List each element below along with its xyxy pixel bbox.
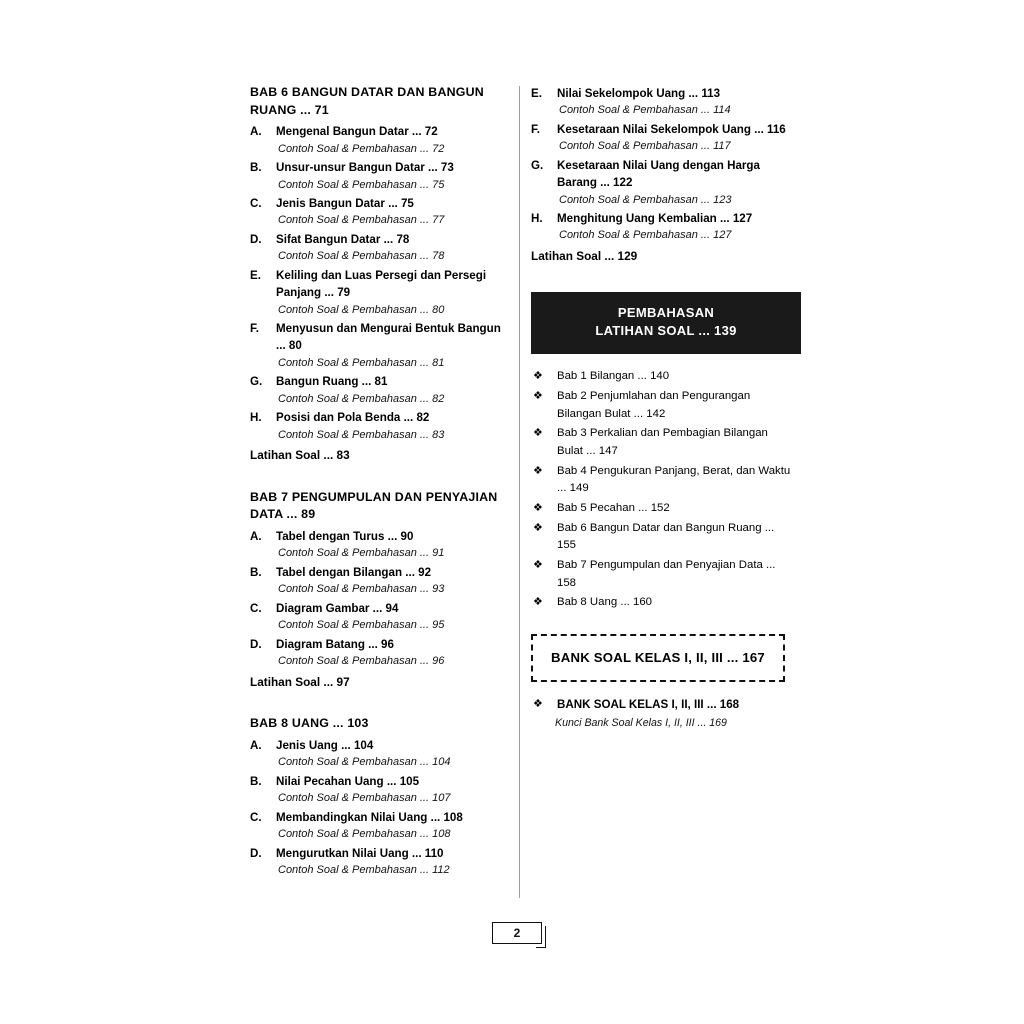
list-item-label: Bab 3 Perkalian dan Pembagian Bilangan Bulat ... 147 xyxy=(557,427,768,458)
toc-entry[interactable] xyxy=(250,736,510,754)
entry-text: Menyusun dan Mengurai Bentuk Bangun ... 80 xyxy=(276,322,501,353)
entry-letter: C. xyxy=(250,197,262,210)
entry-letter: F. xyxy=(250,322,260,336)
chapter-heading-bab6: BAB 6 BANGUN DATAR DAN BANGUN RUANG ... 71 xyxy=(250,85,484,117)
toc-entry[interactable] xyxy=(250,772,510,790)
entry-text: Tabel dengan Bilangan ... 92 xyxy=(276,565,432,579)
toc-entry[interactable] xyxy=(250,563,510,581)
diamond-bullet-icon: ❖ xyxy=(533,370,543,383)
toc-entry[interactable] xyxy=(531,120,791,138)
entry-subtext: Contoh Soal & Pembahasan ... 96 xyxy=(278,655,445,668)
entry-subtext: Contoh Soal & Pembahasan ... 117 xyxy=(559,140,731,153)
toc-entry[interactable] xyxy=(250,319,510,355)
toc-left-column xyxy=(250,84,510,879)
bank-soal-box-label: BANK SOAL KELAS I, II, III ... 167 xyxy=(551,650,765,666)
chapter-entries-bab6 xyxy=(250,122,510,465)
entry-letter: H. xyxy=(531,212,543,226)
entry-letter: C. xyxy=(250,601,262,615)
entry-subtext: Contoh Soal & Pembahasan ... 81 xyxy=(278,356,445,369)
list-item-subtext: Kunci Bank Soal Kelas I, II, III ... 169 xyxy=(555,717,727,730)
toc-columns xyxy=(250,84,790,904)
list-item-label: Bab 2 Penjumlahan dan Pengurangan Bilangan Bulat ... 142 xyxy=(557,390,751,420)
entry-letter: E. xyxy=(531,87,542,100)
entry-subtext: Contoh Soal & Pembahasan ... 82 xyxy=(278,392,445,405)
toc-entry[interactable] xyxy=(250,844,510,862)
pembahasan-banner xyxy=(531,292,801,355)
list-item[interactable] xyxy=(531,368,791,386)
entry-letter: E. xyxy=(250,268,261,282)
toc-entry[interactable] xyxy=(250,635,510,653)
entry-letter: D. xyxy=(250,846,262,860)
entry-subtext: Contoh Soal & Pembahasan ... 75 xyxy=(278,178,445,191)
list-item-label: Bab 1 Bilangan ... 140 xyxy=(557,370,670,383)
entry-text: Membandingkan Nilai Uang ... 108 xyxy=(276,810,463,824)
entry-text: Tabel dengan Turus ... 90 xyxy=(276,530,414,544)
entry-letter: D. xyxy=(250,637,262,651)
latihan-soal-bab6[interactable]: Latihan Soal ... 83 xyxy=(250,448,350,463)
toc-entry[interactable] xyxy=(250,230,510,248)
entry-subtext: Contoh Soal & Pembahasan ... 93 xyxy=(278,583,445,596)
toc-entry[interactable] xyxy=(250,122,510,140)
entry-letter: D. xyxy=(250,232,262,246)
list-item[interactable] xyxy=(531,500,791,518)
diamond-bullet-icon: ❖ xyxy=(533,464,543,477)
entry-letter: B. xyxy=(250,565,262,579)
entry-subtext: Contoh Soal & Pembahasan ... 83 xyxy=(278,428,445,441)
entry-text: Posisi dan Pola Benda ... 82 xyxy=(276,411,430,425)
diamond-bullet-icon: ❖ xyxy=(533,698,543,711)
entry-text: Kesetaraan Nilai Uang dengan Harga Barang ... 122 xyxy=(557,158,760,190)
entry-text: Bangun Ruang ... 81 xyxy=(276,375,388,389)
entry-subtext: Contoh Soal & Pembahasan ... 123 xyxy=(559,193,732,206)
entry-text: Menghitung Uang Kembalian ... 127 xyxy=(557,212,753,226)
entry-subtext: Contoh Soal & Pembahasan ... 95 xyxy=(278,619,445,632)
bank-soal-list xyxy=(531,696,791,732)
list-item[interactable] xyxy=(531,520,791,555)
toc-entry[interactable] xyxy=(531,209,791,227)
bank-soal-box xyxy=(531,634,785,682)
entry-text: Kesetaraan Nilai Sekelompok Uang ... 116 xyxy=(557,122,786,136)
entry-letter: B. xyxy=(250,161,262,175)
list-item[interactable] xyxy=(531,388,791,423)
entry-subtext: Contoh Soal & Pembahasan ... 72 xyxy=(278,142,445,155)
entry-letter: C. xyxy=(250,810,262,824)
entry-letter: G. xyxy=(250,375,263,389)
diamond-bullet-icon: ❖ xyxy=(533,559,543,572)
toc-entry[interactable] xyxy=(531,156,791,192)
entry-text: Mengenal Bangun Datar ... 72 xyxy=(276,125,438,139)
entry-subtext: Contoh Soal & Pembahasan ... 77 xyxy=(278,214,445,227)
entry-text: Jenis Bangun Datar ... 75 xyxy=(276,197,414,210)
entry-subtext: Contoh Soal & Pembahasan ... 108 xyxy=(278,828,451,841)
entry-subtext: Contoh Soal & Pembahasan ... 127 xyxy=(559,229,732,242)
entry-subtext: Contoh Soal & Pembahasan ... 114 xyxy=(559,104,731,117)
list-item-label: Bab 5 Pecahan ... 152 xyxy=(557,502,670,515)
entry-text: Mengurutkan Nilai Uang ... 110 xyxy=(276,846,444,860)
toc-entry[interactable] xyxy=(250,599,510,617)
entry-letter: F. xyxy=(531,122,541,136)
banner-line-2: LATIHAN SOAL ... 139 xyxy=(595,323,737,339)
entry-text: Unsur-unsur Bangun Datar ... 73 xyxy=(276,161,454,175)
entry-subtext: Contoh Soal & Pembahasan ... 112 xyxy=(278,863,450,876)
toc-entry[interactable] xyxy=(250,194,510,212)
entry-text: Diagram Gambar ... 94 xyxy=(276,601,399,615)
entry-letter: G. xyxy=(531,158,544,172)
entry-subtext: Contoh Soal & Pembahasan ... 78 xyxy=(278,250,445,263)
entry-letter: A. xyxy=(250,530,262,544)
diamond-bullet-icon: ❖ xyxy=(533,596,543,609)
latihan-soal-bab8[interactable]: Latihan Soal ... 129 xyxy=(531,248,638,263)
entry-subtext: Contoh Soal & Pembahasan ... 104 xyxy=(278,756,451,769)
entry-text: Jenis Uang ... 104 xyxy=(276,738,374,752)
page-number xyxy=(492,922,548,948)
list-item[interactable] xyxy=(531,696,791,714)
entry-text: Keliling dan Luas Persegi dan Persegi Panjang ... 79 xyxy=(276,268,487,300)
entry-subtext: Contoh Soal & Pembahasan ... 91 xyxy=(278,547,445,560)
entry-subtext: Contoh Soal & Pembahasan ... 107 xyxy=(278,792,451,805)
entry-text: Nilai Sekelompok Uang ... 113 xyxy=(557,87,721,100)
entry-text: Diagram Batang ... 96 xyxy=(276,637,394,651)
list-item[interactable] xyxy=(531,594,791,612)
list-item-label: Bab 7 Pengumpulan dan Penyajian Data ... 158 xyxy=(557,559,776,589)
toc-entry[interactable] xyxy=(250,527,510,545)
list-item-label: Bab 6 Bangun Datar dan Bangun Ruang ... 155 xyxy=(557,521,775,552)
list-item-label: Bab 8 Uang ... 160 xyxy=(557,596,652,609)
diamond-bullet-icon: ❖ xyxy=(533,502,543,515)
entry-letter: B. xyxy=(250,774,262,788)
list-item-label: BANK SOAL KELAS I, II, III ... 168 xyxy=(557,698,740,712)
entry-subtext: Contoh Soal & Pembahasan ... 80 xyxy=(278,303,445,316)
chapter-heading-bab7: BAB 7 PENGUMPULAN DAN PENYAJIAN DATA ... 89 xyxy=(250,489,498,522)
entry-letter: A. xyxy=(250,125,262,139)
list-item-label: Bab 4 Pengukuran Panjang, Berat, dan Waktu ... 149 xyxy=(557,464,791,495)
entry-text: Sifat Bangun Datar ... 78 xyxy=(276,232,410,246)
page-number-value: 2 xyxy=(513,926,521,940)
chapter-entries-bab7 xyxy=(250,527,510,691)
list-item[interactable] xyxy=(531,557,791,592)
list-item[interactable] xyxy=(531,463,791,498)
toc-entry[interactable] xyxy=(250,158,510,176)
toc-right-column xyxy=(531,84,791,732)
toc-entry[interactable] xyxy=(250,266,510,302)
banner-line-1: PEMBAHASAN xyxy=(617,304,715,320)
entry-letter: A. xyxy=(250,738,262,752)
diamond-bullet-icon: ❖ xyxy=(533,521,543,534)
chapter-entries-bab8 xyxy=(250,736,510,879)
toc-entry[interactable] xyxy=(250,372,510,390)
list-item[interactable] xyxy=(531,425,791,460)
toc-entry[interactable] xyxy=(531,84,791,102)
diamond-bullet-icon: ❖ xyxy=(533,427,543,440)
toc-entry[interactable] xyxy=(250,808,510,826)
entry-letter: H. xyxy=(250,411,262,425)
pembahasan-list xyxy=(531,368,791,612)
entry-text: Nilai Pecahan Uang ... 105 xyxy=(276,774,420,788)
diamond-bullet-icon: ❖ xyxy=(533,390,543,402)
chapter-entries-bab8-continued xyxy=(531,84,791,266)
toc-entry[interactable] xyxy=(250,408,510,426)
latihan-soal-bab7[interactable]: Latihan Soal ... 97 xyxy=(250,674,350,689)
chapter-heading-bab8: BAB 8 UANG ... 103 xyxy=(250,716,369,731)
